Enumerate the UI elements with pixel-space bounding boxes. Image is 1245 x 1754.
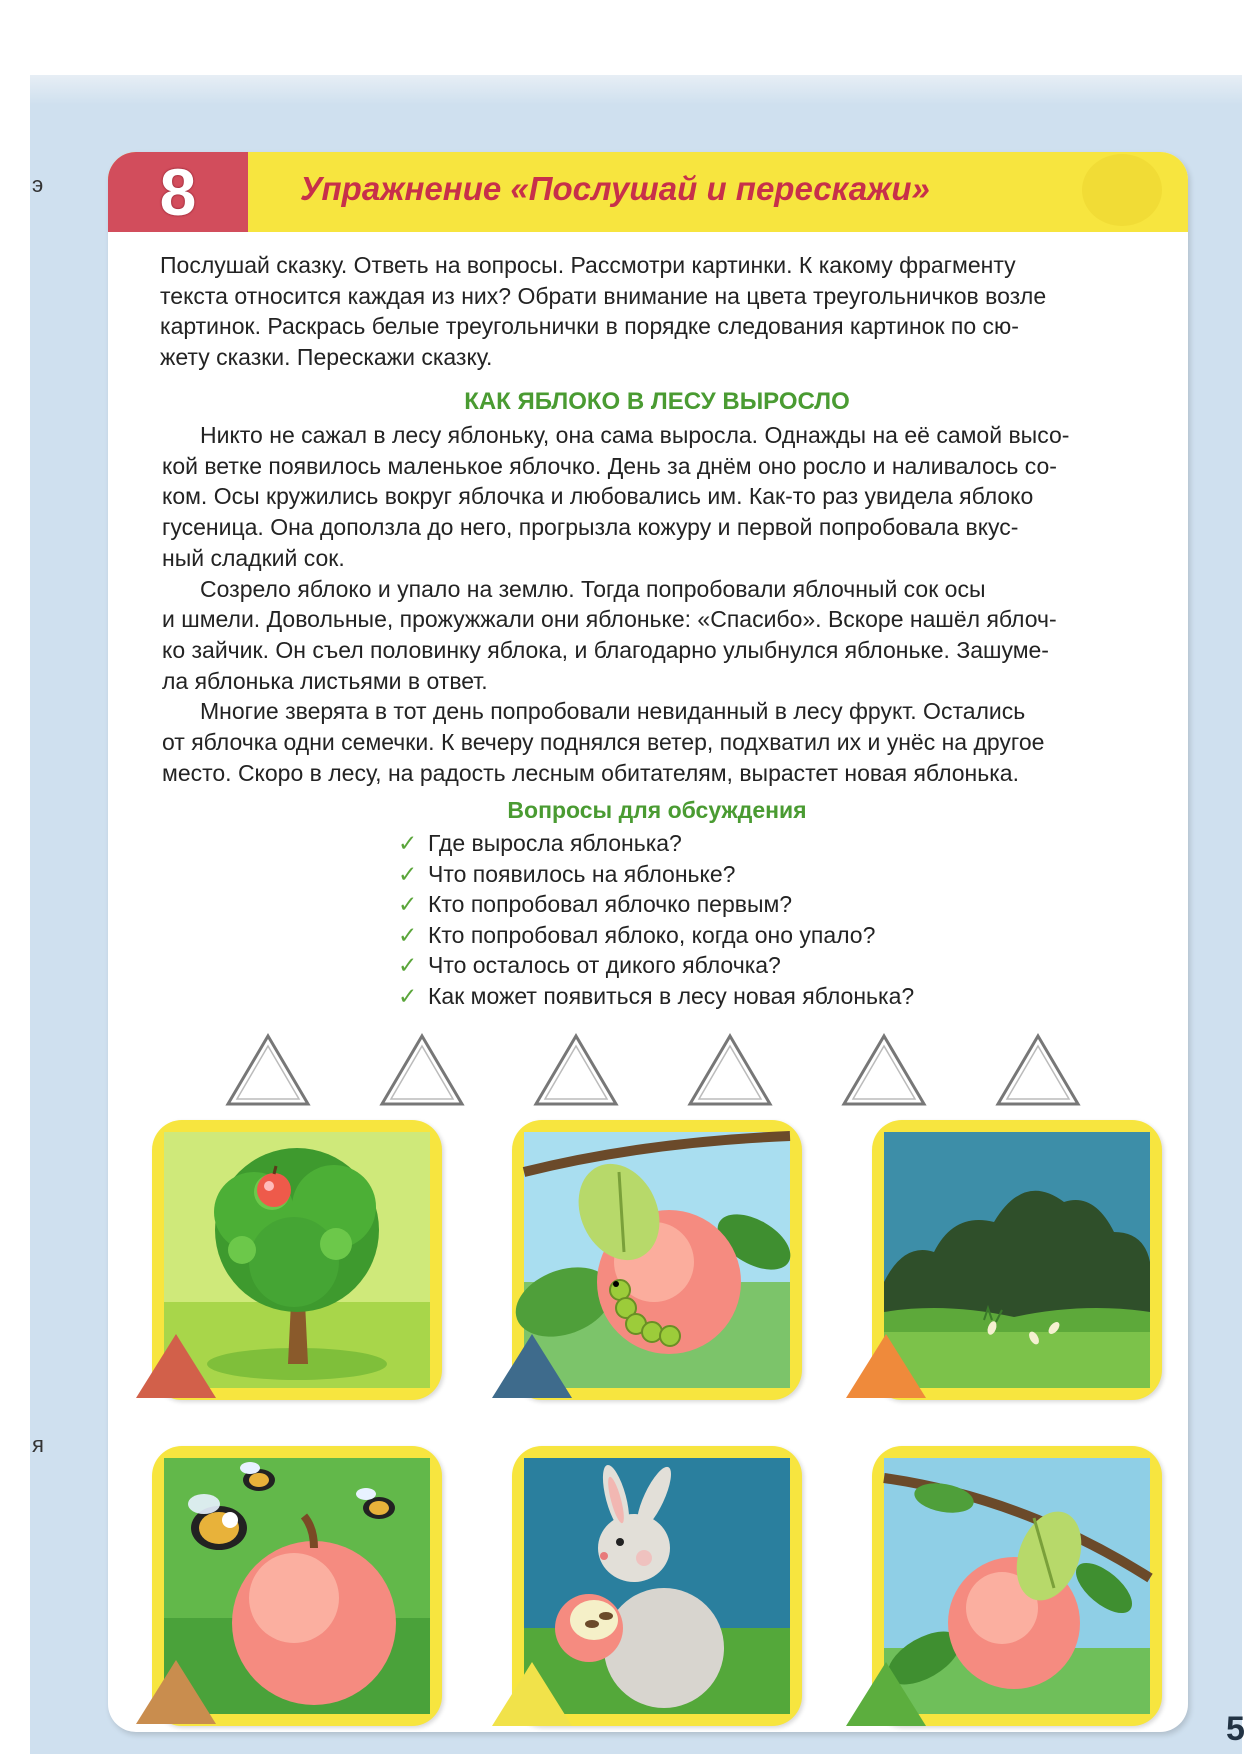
question-text: Где выросла яблонька? xyxy=(428,830,682,856)
margin-mark-top: э xyxy=(32,172,44,197)
question-item xyxy=(398,889,914,920)
margin-mark-bottom: я xyxy=(32,1432,44,1457)
checkmark-icon: ✓ xyxy=(398,952,418,978)
story-title: КАК ЯБЛОКО В ЛЕСУ ВЫРОСЛО xyxy=(464,388,850,415)
answer-triangle[interactable] xyxy=(222,1030,314,1110)
questions-list xyxy=(398,828,914,1011)
answer-triangle[interactable] xyxy=(684,1030,776,1110)
picture-apple-on-branch xyxy=(872,1446,1162,1726)
checkmark-icon: ✓ xyxy=(398,982,418,1009)
question-text: Кто попробовал яблочко первым? xyxy=(428,891,793,917)
answer-triangles xyxy=(0,1030,1242,1110)
instruction-line: картинок. Раскрась белые треугольнички в порядке следования картинок по сю- xyxy=(160,313,1019,339)
question-text: Как может появиться в лесу новая яблонька? xyxy=(428,982,915,1009)
story-line: ко зайчик. Он съел половинку яблока, и благодарно улыбнулся яблоньке. Зашуме- xyxy=(162,636,1049,663)
story-line: место. Скоро в лесу, на радость лесным обитателям, вырастет новая яблонька. xyxy=(162,759,1019,786)
question-item xyxy=(398,981,914,1012)
story-line: ный сладкий сок. xyxy=(162,544,345,571)
picture-caterpillar-apple xyxy=(512,1120,802,1400)
page-number: 5 xyxy=(1226,1710,1245,1748)
exercise-number: 8 xyxy=(108,152,248,232)
story-line: гусеница. Она доползла до него, прогрызла кожуру и первой попробовала вкус- xyxy=(162,514,1019,541)
exercise-title: Упражнение «Послушай и перескажи» xyxy=(300,170,930,207)
checkmark-icon: ✓ xyxy=(398,921,418,948)
story-line: Многие зверята в тот день попробовали невиданный в лесу фрукт. Остались xyxy=(200,698,1026,725)
question-item xyxy=(398,828,914,859)
question-item xyxy=(398,859,914,890)
picture-bees-apple xyxy=(152,1446,442,1726)
picture-seeds-in-grass xyxy=(872,1120,1162,1400)
header-watermark-circle xyxy=(1082,154,1162,226)
question-text: Что осталось от дикого яблочка? xyxy=(428,952,781,978)
story-text xyxy=(162,420,1156,788)
checkmark-icon: ✓ xyxy=(398,860,418,887)
question-text: Что появилось на яблоньке? xyxy=(428,860,736,887)
instruction-line: Послушай сказку. Ответь на вопросы. Рассмотри картинки. К какому фрагменту xyxy=(160,252,1016,278)
picture-apple-tree xyxy=(152,1120,442,1400)
color-badge-triangle xyxy=(134,1656,218,1728)
color-badge-triangle xyxy=(134,1330,218,1402)
questions-title: Вопросы для обсуждения xyxy=(507,797,807,823)
story-line: ком. Осы кружились вокруг яблочка и любовались им. Как-то раз увидела яблоко xyxy=(162,483,1034,510)
color-badge-triangle xyxy=(490,1658,574,1730)
checkmark-icon: ✓ xyxy=(398,830,418,856)
story-paragraph xyxy=(162,696,1156,788)
story-line: Созрело яблоко и упало на землю. Тогда попробовали яблочный сок осы xyxy=(200,575,986,602)
color-badge-triangle xyxy=(490,1330,574,1402)
picture-bunny-apple xyxy=(512,1446,802,1726)
story-line: и шмели. Довольные, прожужжали они яблоньке: «Спасибо». Вскоре нашёл яблоч- xyxy=(162,606,1057,633)
answer-triangle[interactable] xyxy=(530,1030,622,1110)
checkmark-icon: ✓ xyxy=(398,891,418,917)
story-line: кой ветке появилось маленькое яблочко. День за днём оно росло и наливалось со- xyxy=(162,452,1057,479)
story-paragraph xyxy=(162,574,1156,697)
story-line: от яблочка одни семечки. К вечеру поднялся ветер, подхватил их и унёс на другое xyxy=(162,729,1045,756)
instructions xyxy=(160,250,1154,372)
color-badge-triangle xyxy=(844,1330,928,1402)
answer-triangle[interactable] xyxy=(376,1030,468,1110)
story-line: ла яблонька листьями в ответ. xyxy=(162,667,488,694)
story-paragraph xyxy=(162,420,1156,574)
color-badge-triangle xyxy=(844,1658,928,1730)
instruction-line: жету сказки. Перескажи сказку. xyxy=(160,343,493,370)
question-text: Кто попробовал яблоко, когда оно упало? xyxy=(428,921,876,948)
question-item xyxy=(398,950,914,981)
question-item xyxy=(398,920,914,951)
instruction-line: текста относится каждая из них? Обрати внимание на цвета треугольничков возле xyxy=(160,282,1047,309)
answer-triangle[interactable] xyxy=(838,1030,930,1110)
answer-triangle[interactable] xyxy=(992,1030,1084,1110)
story-line: Никто не сажал в лесу яблоньку, она сама выросла. Однажды на её самой высо- xyxy=(200,422,1070,448)
